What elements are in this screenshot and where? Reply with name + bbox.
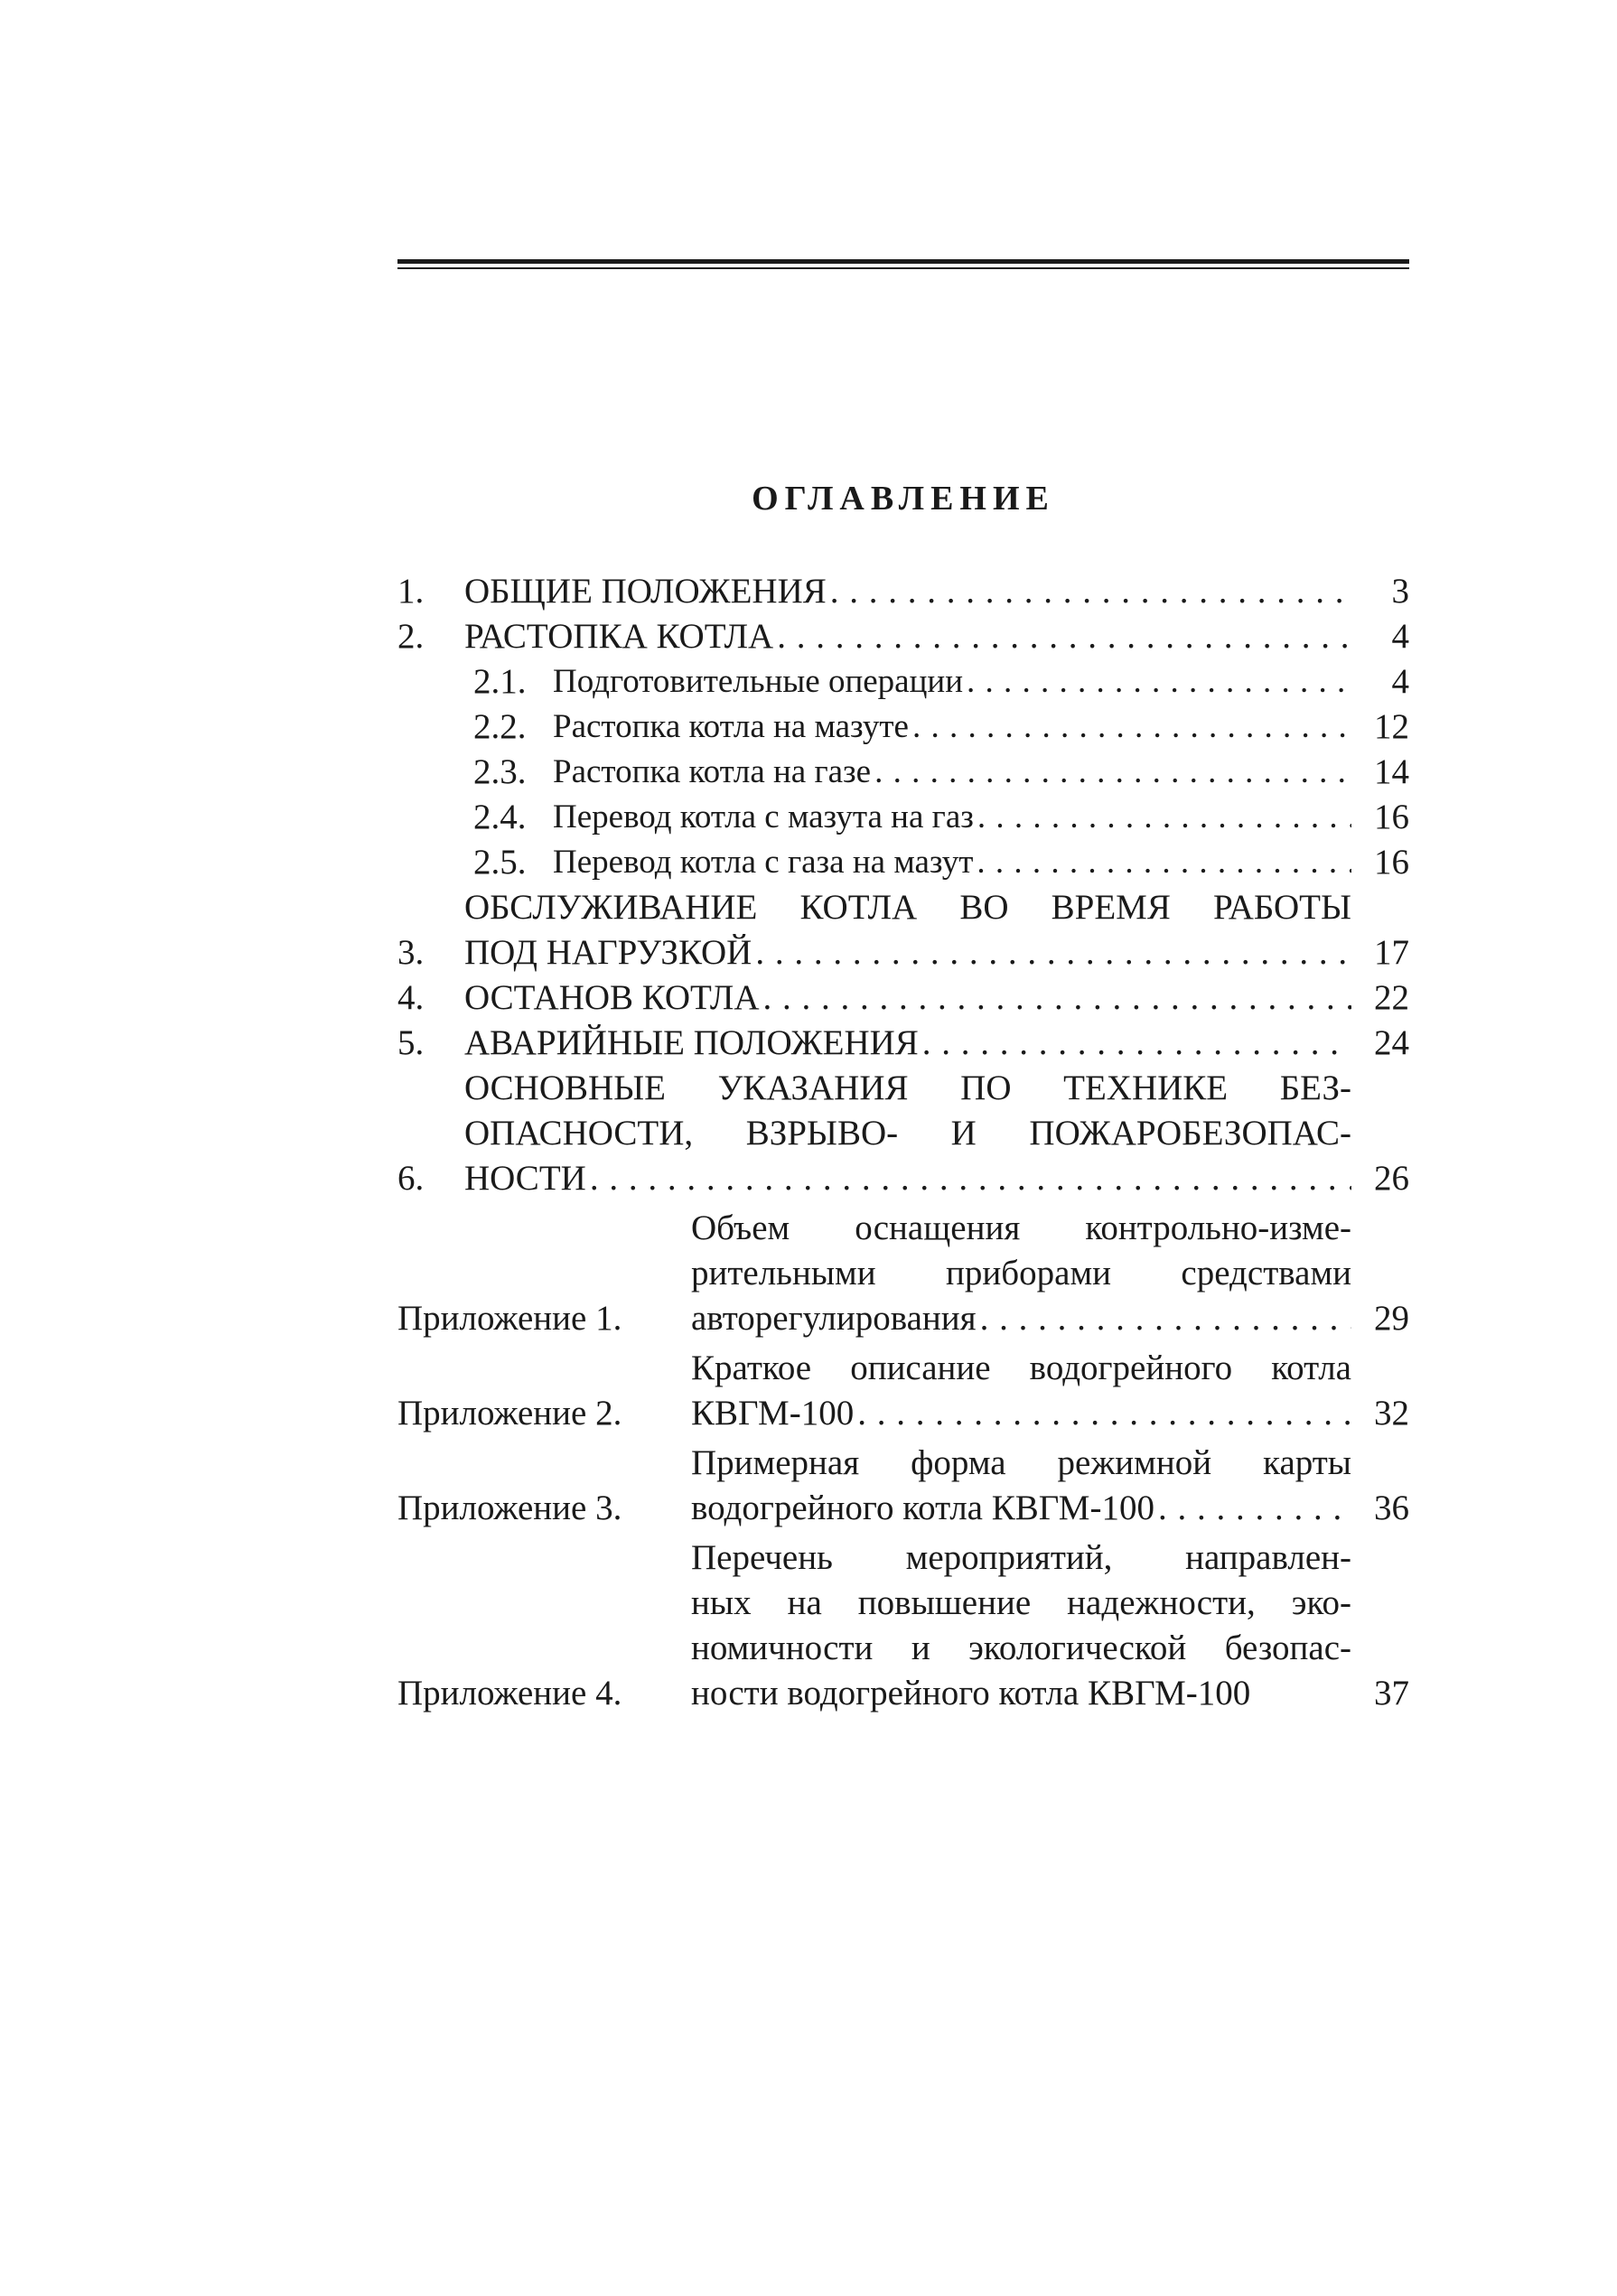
- dot-leader: [963, 659, 1351, 705]
- top-rule: [397, 259, 1409, 264]
- toc-entry-text: [464, 569, 1351, 614]
- toc-subentry: [397, 750, 1409, 795]
- toc-entry-text: [464, 614, 1351, 659]
- toc-entry-line-text: ности водогрейного котла КВГМ-100: [691, 1674, 1251, 1713]
- appendix-label: Приложение 4.: [397, 1674, 622, 1713]
- toc-page-number: 29: [1374, 1299, 1409, 1338]
- toc-entry-line-text: ОСТАНОВ КОТЛА: [464, 978, 760, 1017]
- dot-leader: [871, 750, 1351, 795]
- toc-entry: [397, 569, 1409, 614]
- toc-entry-line: [691, 1671, 1351, 1716]
- toc-entry-line: [691, 1391, 1351, 1436]
- toc-entry-line: рительными приборами средствами: [691, 1254, 1351, 1293]
- toc-entry-line: ОСНОВНЫЕ УКАЗАНИЯ ПО ТЕХНИКЕ БЕЗ-: [464, 1069, 1351, 1107]
- toc-entry: [397, 614, 1409, 659]
- toc-entry-text: [553, 750, 1351, 795]
- toc-entry-line: Примерная форма режимной карты: [691, 1443, 1351, 1482]
- dot-leader: [854, 1391, 1351, 1436]
- toc-entry-line: Перечень мероприятий, направлен-: [691, 1538, 1351, 1577]
- toc-entry-line-text: авторегулирования: [691, 1299, 977, 1338]
- toc-entry-line-text: АВАРИЙНЫЕ ПОЛОЖЕНИЯ: [464, 1023, 919, 1062]
- toc-entry-line-text: Растопка котла на мазуте: [553, 708, 909, 745]
- toc-appendix: [397, 1346, 1409, 1436]
- toc-entry-text: [464, 885, 1351, 975]
- appendix-label: Приложение 3.: [397, 1489, 622, 1527]
- toc-appendix: [397, 1206, 1409, 1341]
- toc-entry-line-text: Растопка котла на газе: [553, 753, 872, 790]
- toc-entry-line-text: водогрейного котла КВГМ-100: [691, 1489, 1154, 1527]
- toc-entry-line: [553, 705, 1351, 750]
- toc-entry-line: Краткое описание водогрейного котла: [691, 1349, 1351, 1387]
- toc-page-number: 16: [1374, 798, 1409, 836]
- toc-entry-text: [464, 975, 1351, 1021]
- toc-entry-line: [691, 1296, 1351, 1341]
- toc-entry-text: [691, 1441, 1351, 1531]
- toc-page-number: 12: [1374, 707, 1409, 746]
- toc-page-number: 26: [1374, 1159, 1409, 1198]
- toc-entry-line: [464, 930, 1351, 975]
- toc-entry-line-text: ОБЩИЕ ПОЛОЖЕНИЯ: [464, 572, 827, 611]
- toc-subentry: [397, 659, 1409, 705]
- dot-leader: [977, 1296, 1351, 1341]
- toc-page-number: 17: [1374, 933, 1409, 972]
- toc-page-number: 22: [1374, 978, 1409, 1017]
- toc-entry: [397, 1021, 1409, 1066]
- toc-entry-number: 6.: [397, 1159, 425, 1198]
- appendix-label: Приложение 2.: [397, 1394, 622, 1433]
- table-of-contents: [397, 569, 1409, 1716]
- toc-entry-line: [553, 795, 1351, 840]
- toc-entry: [397, 885, 1409, 975]
- dot-leader: [760, 975, 1352, 1021]
- toc-entry-number: 3.: [397, 933, 425, 972]
- toc-entry-text: [464, 1066, 1351, 1201]
- toc-entry-line: [691, 1486, 1351, 1531]
- toc-entry-line: ОПАСНОСТИ, ВЗРЫВО- И ПОЖАРОБЕЗОПАС-: [464, 1114, 1351, 1153]
- toc-entry-line-text: ПОД НАГРУЗКОЙ: [464, 933, 752, 972]
- toc-entry-text: [691, 1346, 1351, 1436]
- dot-leader: [586, 1156, 1351, 1201]
- toc-entry-line: [553, 750, 1351, 795]
- toc-entry-line: ных на повышение надежности, эко-: [691, 1583, 1351, 1622]
- toc-entry-text: [691, 1535, 1351, 1716]
- toc-entry: [397, 1066, 1409, 1201]
- toc-page-number: 16: [1374, 843, 1409, 882]
- toc-entry-line: [464, 614, 1351, 659]
- toc-subentry: [397, 705, 1409, 750]
- toc-entry-line-text: НОСТИ: [464, 1159, 586, 1198]
- toc-subentry: [397, 795, 1409, 840]
- toc-entry-line: [553, 659, 1351, 705]
- toc-entry-line-text: Перевод котла с мазута на газ: [553, 798, 974, 835]
- dot-leader: [919, 1021, 1351, 1066]
- toc-entry: [397, 975, 1409, 1021]
- toc-page-number: 4: [1391, 662, 1409, 701]
- toc-entry-number: 1.: [397, 572, 425, 611]
- toc-entry-text: [553, 795, 1351, 840]
- toc-title: ОГЛАВЛЕНИЕ: [752, 480, 1055, 518]
- toc-entry-line: номичности и экологической безопас-: [691, 1629, 1351, 1667]
- toc-entry-line-text: Перевод котла с газа на мазут: [553, 844, 974, 881]
- toc-entry-number: 2.5.: [473, 843, 527, 882]
- toc-entry-text: [691, 1206, 1351, 1341]
- toc-appendix: [397, 1535, 1409, 1716]
- dot-leader: [752, 930, 1351, 975]
- toc-entry-line: [464, 569, 1351, 614]
- toc-entry-line-text: Подготовительные операции: [553, 663, 964, 700]
- toc-appendix: [397, 1441, 1409, 1531]
- toc-entry-number: 2.: [397, 617, 425, 656]
- toc-entry-line: [464, 975, 1351, 1021]
- dot-leader: [974, 795, 1351, 840]
- dot-leader: [909, 705, 1351, 750]
- toc-entry-number: 5.: [397, 1023, 425, 1062]
- toc-page-number: 14: [1374, 752, 1409, 791]
- toc-entry-line: Объем оснащения контрольно-изме-: [691, 1209, 1351, 1247]
- toc-entry-line: [464, 1021, 1351, 1066]
- dot-leader: [973, 840, 1351, 885]
- toc-entry-text: [553, 659, 1351, 705]
- toc-entry-text: [553, 840, 1351, 885]
- toc-page-number: 4: [1391, 617, 1409, 656]
- dot-leader: [1154, 1486, 1351, 1531]
- toc-entry-text: [464, 1021, 1351, 1066]
- toc-entry-line: [464, 1156, 1351, 1201]
- toc-entry-number: 2.2.: [473, 707, 527, 746]
- toc-page-number: 3: [1391, 572, 1409, 611]
- toc-entry-number: 2.4.: [473, 798, 527, 836]
- toc-entry-line-text: КВГМ-100: [691, 1394, 855, 1433]
- dot-leader: [827, 569, 1351, 614]
- toc-entry-number: 2.1.: [473, 662, 527, 701]
- toc-page-number: 32: [1374, 1394, 1409, 1433]
- toc-page-number: 36: [1374, 1489, 1409, 1527]
- toc-page-number: 24: [1374, 1023, 1409, 1062]
- toc-entry-number: 2.3.: [473, 752, 527, 791]
- toc-entry-text: [553, 705, 1351, 750]
- toc-entry-number: 4.: [397, 978, 425, 1017]
- toc-subentry: [397, 840, 1409, 885]
- appendix-label: Приложение 1.: [397, 1299, 622, 1338]
- top-rule-thin: [397, 267, 1409, 269]
- dot-leader: [773, 614, 1351, 659]
- toc-entry-line-text: РАСТОПКА КОТЛА: [464, 617, 774, 656]
- toc-entry-line: ОБСЛУЖИВАНИЕ КОТЛА ВО ВРЕМЯ РАБОТЫ: [464, 888, 1351, 927]
- toc-page-number: 37: [1374, 1674, 1409, 1713]
- toc-entry-line: [553, 840, 1351, 885]
